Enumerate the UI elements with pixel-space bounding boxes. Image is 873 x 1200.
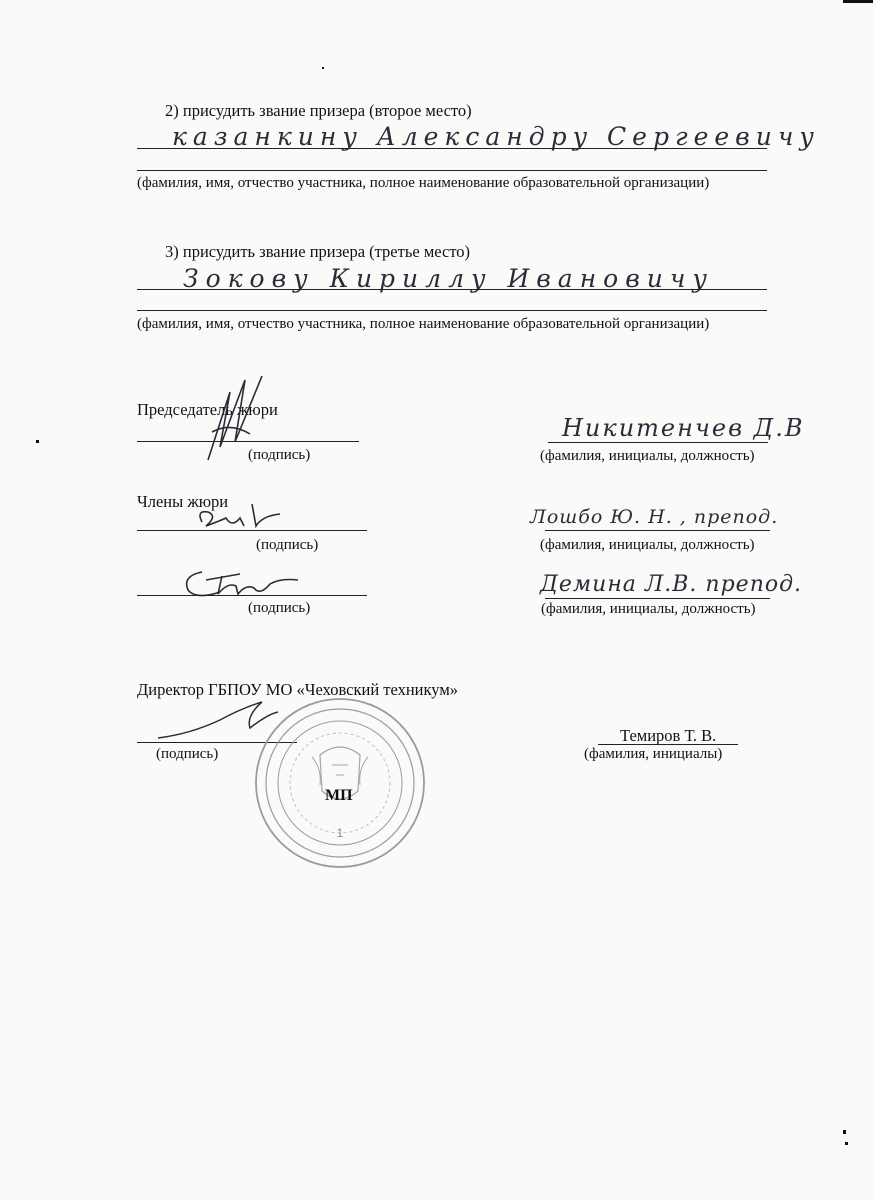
margin-mark [845, 1142, 848, 1145]
item3-org-line [137, 310, 767, 311]
member2-name-handwritten: Демина Л.В. препод. [540, 572, 803, 597]
director-signature-caption: (подпись) [156, 746, 219, 762]
member2-name-caption: (фамилия, инициалы, должность) [541, 601, 756, 617]
chairman-name-line [548, 442, 768, 443]
item2-name-line [137, 148, 767, 149]
director-name-caption: (фамилия, инициалы) [584, 746, 723, 762]
chairman-name-handwritten: Никитенчев Д.В [562, 414, 805, 442]
stamp-label: МП [325, 787, 353, 804]
item2-heading: 2) присудить звание призера (второе место) [165, 101, 472, 120]
item3-handwritten-name: Зокову Кириллу Ивановичу [183, 264, 714, 293]
chairman-label: Председатель жюри [137, 400, 278, 419]
chairman-signature-caption: (подпись) [248, 447, 311, 463]
member2-name-line [545, 598, 770, 599]
item2-org-line [137, 170, 767, 171]
member1-name-caption: (фамилия, инициалы, должность) [540, 537, 755, 553]
director-name-line [598, 744, 738, 745]
scan-speck [36, 440, 39, 443]
item3-heading: 3) присудить звание призера (третье место) [165, 242, 471, 261]
item3-name-line [137, 289, 767, 290]
member2-signature-line [137, 595, 367, 596]
seal-number: 1 [336, 826, 344, 840]
corner-mark [843, 0, 873, 3]
scan-speck [322, 67, 324, 69]
member2-signature-caption: (подпись) [248, 600, 311, 616]
member1-signature-line [137, 530, 367, 531]
member1-signature-caption: (подпись) [256, 537, 319, 553]
member1-name-handwritten: Лошбо Ю. Н. , препод. [530, 506, 779, 528]
members-label: Члены жюри [137, 492, 229, 511]
item2-caption: (фамилия, имя, отчество участника, полное наименование образовательной организации) [137, 175, 710, 191]
member1-name-line [545, 530, 770, 531]
item3-caption: (фамилия, имя, отчество участника, полное наименование образовательной организации) [137, 316, 710, 332]
director-name: Темиров Т. В. [620, 726, 717, 745]
chairman-name-caption: (фамилия, инициалы, должность) [540, 448, 755, 464]
director-label: Директор ГБПОУ МО «Чеховский техникум» [137, 680, 459, 699]
item2-handwritten-name: казанкину Александру Сергеевичу [172, 122, 820, 151]
official-seal [252, 695, 428, 871]
margin-mark [843, 1130, 846, 1134]
member2-signature [180, 562, 305, 602]
